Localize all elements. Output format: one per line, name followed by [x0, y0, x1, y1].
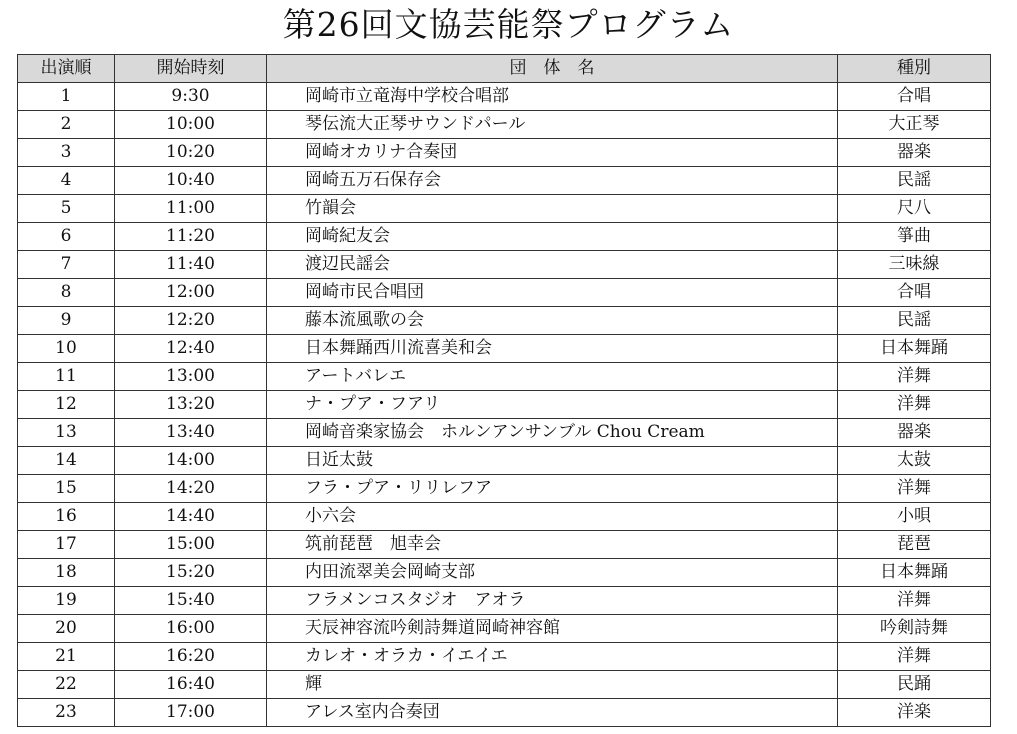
cell-order: 10 — [18, 335, 115, 363]
cell-category: 合唱 — [838, 279, 991, 307]
cell-category: 洋舞 — [838, 643, 991, 671]
program-table — [17, 54, 991, 727]
table-row — [18, 643, 991, 671]
cell-group-name: 岡崎音楽家協会 ホルンアンサンブル Chou Cream — [267, 419, 838, 447]
cell-order: 1 — [18, 83, 115, 111]
cell-start-time: 9:30 — [115, 83, 267, 111]
table-row — [18, 671, 991, 699]
table-row — [18, 447, 991, 475]
cell-start-time: 12:20 — [115, 307, 267, 335]
table-row — [18, 167, 991, 195]
cell-category: 洋楽 — [838, 699, 991, 727]
cell-category: 箏曲 — [838, 223, 991, 251]
cell-order: 9 — [18, 307, 115, 335]
cell-category: 民謡 — [838, 307, 991, 335]
cell-order: 6 — [18, 223, 115, 251]
header-group-name: 団 体 名 — [267, 55, 838, 83]
cell-category: 日本舞踊 — [838, 335, 991, 363]
table-row — [18, 503, 991, 531]
cell-group-name: 岡崎市民合唱団 — [267, 279, 838, 307]
cell-category: 太鼓 — [838, 447, 991, 475]
cell-group-name: アレス室内合奏団 — [267, 699, 838, 727]
cell-order: 19 — [18, 587, 115, 615]
cell-start-time: 15:40 — [115, 587, 267, 615]
cell-order: 5 — [18, 195, 115, 223]
header-order: 出演順 — [18, 55, 115, 83]
header-category: 種別 — [838, 55, 991, 83]
cell-category: 器楽 — [838, 139, 991, 167]
table-row — [18, 83, 991, 111]
table-row — [18, 475, 991, 503]
cell-category: 三味線 — [838, 251, 991, 279]
cell-start-time: 14:20 — [115, 475, 267, 503]
cell-group-name: フラメンコスタジオ アオラ — [267, 587, 838, 615]
table-row — [18, 307, 991, 335]
cell-order: 13 — [18, 419, 115, 447]
table-row — [18, 111, 991, 139]
cell-category: 尺八 — [838, 195, 991, 223]
cell-start-time: 16:00 — [115, 615, 267, 643]
table-row — [18, 363, 991, 391]
cell-group-name: アートバレエ — [267, 363, 838, 391]
table-row — [18, 419, 991, 447]
cell-order: 15 — [18, 475, 115, 503]
table-row — [18, 223, 991, 251]
cell-start-time: 13:00 — [115, 363, 267, 391]
cell-group-name: 天辰神容流吟剣詩舞道岡崎神容館 — [267, 615, 838, 643]
cell-group-name: 藤本流風歌の会 — [267, 307, 838, 335]
table-row — [18, 615, 991, 643]
cell-order: 14 — [18, 447, 115, 475]
cell-category: 日本舞踊 — [838, 559, 991, 587]
cell-start-time: 16:20 — [115, 643, 267, 671]
cell-category: 洋舞 — [838, 391, 991, 419]
cell-order: 8 — [18, 279, 115, 307]
cell-start-time: 11:00 — [115, 195, 267, 223]
cell-order: 16 — [18, 503, 115, 531]
table-row — [18, 531, 991, 559]
cell-order: 17 — [18, 531, 115, 559]
table-row — [18, 699, 991, 727]
cell-category: 民謡 — [838, 167, 991, 195]
cell-group-name: 小六会 — [267, 503, 838, 531]
cell-category: 小唄 — [838, 503, 991, 531]
cell-start-time: 15:20 — [115, 559, 267, 587]
table-row — [18, 559, 991, 587]
cell-group-name: 岡崎市立竜海中学校合唱部 — [267, 83, 838, 111]
table-body — [18, 83, 991, 727]
cell-order: 20 — [18, 615, 115, 643]
cell-group-name: 渡辺民謡会 — [267, 251, 838, 279]
cell-category: 琵琶 — [838, 531, 991, 559]
table-row — [18, 335, 991, 363]
cell-start-time: 12:40 — [115, 335, 267, 363]
cell-start-time: 13:20 — [115, 391, 267, 419]
table-row — [18, 391, 991, 419]
cell-group-name: 岡崎五万石保存会 — [267, 167, 838, 195]
cell-category: 洋舞 — [838, 475, 991, 503]
cell-group-name: 岡崎紀友会 — [267, 223, 838, 251]
cell-start-time: 17:00 — [115, 699, 267, 727]
cell-group-name: 竹韻会 — [267, 195, 838, 223]
cell-category: 吟剣詩舞 — [838, 615, 991, 643]
cell-order: 23 — [18, 699, 115, 727]
header-start-time: 開始時刻 — [115, 55, 267, 83]
cell-category: 器楽 — [838, 419, 991, 447]
cell-start-time: 12:00 — [115, 279, 267, 307]
cell-start-time: 11:40 — [115, 251, 267, 279]
cell-start-time: 10:40 — [115, 167, 267, 195]
cell-category: 大正琴 — [838, 111, 991, 139]
cell-order: 12 — [18, 391, 115, 419]
table-row — [18, 139, 991, 167]
cell-group-name: カレオ・オラカ・イエイエ — [267, 643, 838, 671]
cell-group-name: 輝 — [267, 671, 838, 699]
cell-group-name: 日本舞踊西川流喜美和会 — [267, 335, 838, 363]
cell-group-name: ナ・プア・フアリ — [267, 391, 838, 419]
cell-group-name: フラ・プア・リリレフア — [267, 475, 838, 503]
cell-order: 7 — [18, 251, 115, 279]
cell-order: 3 — [18, 139, 115, 167]
cell-order: 18 — [18, 559, 115, 587]
table-row — [18, 251, 991, 279]
cell-order: 2 — [18, 111, 115, 139]
cell-category: 民踊 — [838, 671, 991, 699]
table-row — [18, 279, 991, 307]
cell-category: 洋舞 — [838, 363, 991, 391]
table-row — [18, 587, 991, 615]
cell-start-time: 15:00 — [115, 531, 267, 559]
cell-order: 22 — [18, 671, 115, 699]
table-header-row — [18, 55, 991, 83]
cell-group-name: 日近太鼓 — [267, 447, 838, 475]
cell-start-time: 13:40 — [115, 419, 267, 447]
cell-order: 4 — [18, 167, 115, 195]
table-row — [18, 195, 991, 223]
cell-category: 洋舞 — [838, 587, 991, 615]
cell-start-time: 16:40 — [115, 671, 267, 699]
cell-start-time: 14:40 — [115, 503, 267, 531]
cell-order: 11 — [18, 363, 115, 391]
cell-start-time: 10:00 — [115, 111, 267, 139]
cell-group-name: 琴伝流大正琴サウンドパール — [267, 111, 838, 139]
cell-start-time: 14:00 — [115, 447, 267, 475]
cell-start-time: 10:20 — [115, 139, 267, 167]
cell-start-time: 11:20 — [115, 223, 267, 251]
cell-group-name: 内田流翠美会岡崎支部 — [267, 559, 838, 587]
cell-order: 21 — [18, 643, 115, 671]
page-title: 第26回文協芸能祭プログラム — [282, 5, 735, 44]
cell-group-name: 筑前琵琶 旭幸会 — [267, 531, 838, 559]
cell-group-name: 岡崎オカリナ合奏団 — [267, 139, 838, 167]
cell-category: 合唱 — [838, 83, 991, 111]
